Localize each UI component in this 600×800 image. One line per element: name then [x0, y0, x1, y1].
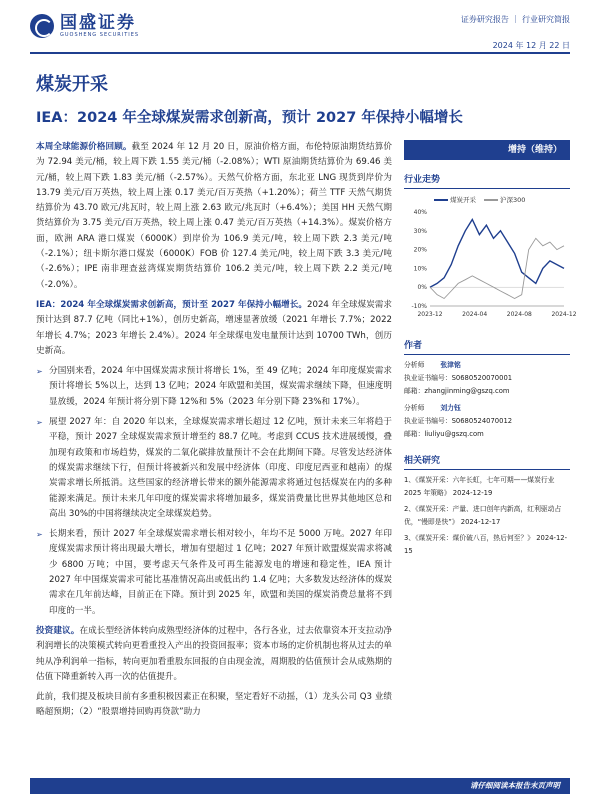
paragraph-continued: 此前，我们提及板块目前有多重积极因素正在积聚，坚定看好不动摇，（1）龙头公司 Q3 业绩略超预期；（2）“股票增持回购再贷款”助力	[36, 692, 392, 718]
bullet-list	[36, 364, 392, 619]
logo-icon	[30, 14, 54, 38]
analyst-name-row: 分析师 张津铭	[404, 361, 461, 369]
legend-item: 煤炭开采	[434, 195, 476, 204]
paragraph-investment: 投资建议。在成长型经济体转向成熟型经济体的过程中，各行各业，过去依靠资本开支拉动净利润增长的决策模式转向更看重投入产出的投资回报率；资本市场的定价机制也将从过去的单纯从净利润单一指标，转向更加看重股东回报的自由现金流，周期股的估值预计会从成熟期的估值下降重新转入再一次的估值提升。	[36, 625, 392, 682]
y-tick-label: -10%	[411, 303, 427, 310]
trend-chart	[404, 206, 577, 326]
sidebar	[404, 140, 577, 561]
y-tick-label: 10%	[413, 265, 427, 273]
related-item[interactable]: 1、《煤炭开采：六年长虹，七年可期——煤炭行业 2025 年策略》 2024-12-19	[404, 476, 555, 497]
analyst-email[interactable]: 邮箱：liuliyu@gszq.com	[404, 430, 484, 438]
section-title: 煤炭开采	[36, 74, 108, 95]
analyst-name-row: 分析师 刘力钰	[404, 404, 461, 412]
x-tick-label: 2024-04	[462, 311, 488, 318]
related-item[interactable]: 2、《煤炭开采：产量、进口创年内新高，红利驱动占优，“慢即是快”》 2024-12-17	[404, 505, 562, 526]
x-tick-label: 2024-12	[551, 311, 577, 318]
list-item: ➢ 长期来看，预计 2027 年全球煤炭需求增长相对较小，年均不足 5000 万吨。2027 年印度煤炭需求预计将出现最大增长，增加有望超过 1 亿吨；2027 年预计欧盟煤炭需求将减少 6800 万吨；中国，要考虑天气条件及可再生能源发电的增速和稳定性，IEA 预计 2027 年中国煤炭需求可能比基准情况高出或低出约 1.4 亿吨；大多数发达经济体的煤炭需求在几年前达峰，目前正在下降。预计到 2025 年，欧盟和美国的煤炭消费总量将不到印度的一半。	[36, 527, 392, 619]
brand-logo	[30, 14, 139, 38]
logo-cn: 国盛证券	[60, 13, 136, 33]
series-line-1	[430, 238, 564, 298]
y-tick-label: 20%	[413, 246, 427, 254]
legend-item: 沪深300	[484, 195, 525, 204]
paragraph-price-review: 本周全球能源价格回顾。截至 2024 年 12 月 20 日，原油价格方面，布伦特原油期货结算价为 72.94 美元/桶，较上周下跌 1.55 美元/桶（-2.08%）；WTI 原油期货结算价为 69.46 美元/桶，较上周下跌 1.83 美元/桶（-2.57%）。天然气价格方面，东北亚 LNG 现货到岸价为 13.79 美元/百万英热，较上周上涨 0.17 美元/百万英热（+1.20%）；荷兰 TTF 天然气期货结算价为 43.70 欧元/兆瓦时，较上周上涨 2.63 欧元/兆瓦时（+6.4%）；美国 HH 天然气期货结算价为 3.75 美元/百万英热，较上周上涨 0.47 美元/百万英热（+14.3%）。煤炭价格方面，欧洲 ARA 港口煤炭（6000K）到岸价为 106.9 美元/吨，较上周下跌 2.3 美元/吨（-2.1%）；纽卡斯尔港口煤炭（6000K）FOB 价 127.4 美元/吨，较上周下跌 3.3 美元/吨（-2.6%）；IPE 南非理查兹湾煤炭期货结算价 106.2 美元/吨，较上周下跌 2.2 美元/吨（-2.0%）。	[36, 142, 392, 290]
footer-disclaimer: 请仔细阅读本报告末页声明	[30, 778, 570, 794]
logo-en: GUOSHENG SECURITIES	[60, 32, 140, 38]
related-item[interactable]: 3、《煤炭开采：煤价破八百，热后何至？》 2024-12-15	[404, 534, 568, 555]
list-item: ➢ 分国别来看，2024 年中国煤炭需求预计将增长 1%，至 49 亿吨；2024 年印度煤炭需求预计将增长 5%以上，达到 13 亿吨；2024 年欧盟和美国，煤炭需求继续下降，但速度明显放缓，2024 年预计将分别下降 12%和 5%（2023 年分别下降 23%和 17%）。	[36, 364, 392, 410]
analyst-heading: 作者	[404, 338, 570, 355]
series-line-0	[430, 220, 564, 288]
related-heading: 相关研究	[404, 453, 570, 470]
trend-heading: 行业走势	[404, 172, 570, 189]
report-title: IEA：2024 年全球煤炭需求创新高，预计 2027 年保持小幅增长	[36, 110, 463, 126]
paragraph-iea: IEA：2024 年全球煤炭需求创新高，预计至 2027 年保持小幅增长。2024 年全球煤炭需求预计达到 87.7 亿吨（同比+1%），创历史新高，增速显著放缓（2021 年增长 7.7%；2022 年增长 4.7%；2023 年增长 2.4%）。2024 年全球煤电发电量预计达到 10700 TWh，创历史新高。	[36, 299, 392, 356]
chart-legend	[434, 195, 570, 204]
report-type: 证券研究报告 ｜ 行业研究简报	[460, 15, 570, 24]
y-tick-label: 40%	[413, 209, 427, 216]
analyst-block	[404, 359, 570, 441]
x-tick-label: 2024-08	[506, 311, 532, 318]
rating-badge: 增持（维持）	[404, 140, 570, 160]
y-tick-label: 30%	[413, 227, 427, 235]
y-tick-label: 0%	[417, 284, 427, 292]
page-header	[0, 0, 600, 62]
list-item: ➢ 展望 2027 年：自 2020 年以来，全球煤炭需求增长超过 12 亿吨，预计未来三年将趋于平稳，预计 2027 全球煤炭需求预计增至约 88.7 亿吨。考虑到 CCUS 技术进展缓慢，叠加现有政策和市场趋势，煤炭的二氧化碳排放量预计不会在此期间下降。尽管发达经济体的煤炭需求继续下行，但预计将被新兴和发展中经济体（印度、印度尼西亚和越南）的煤炭需求增长所抵消。这些国家的经济增长带来的额外能源需求将通过包括煤炭在内的多种能源来满足。预计未来几年印度的煤炭需求将增加最多，煤炭消费量比世界其他地区总和高出 30%的中国将继续决定全球煤炭趋势。	[36, 415, 392, 522]
related-list	[404, 474, 570, 558]
analyst-cert: 执业证书编号：S0680524070012	[404, 417, 513, 425]
x-tick-label: 2023-12	[417, 311, 443, 318]
report-date: 2024 年 12 月 22 日	[492, 41, 570, 50]
analyst-email[interactable]: 邮箱：zhangjinming@gszq.com	[404, 387, 510, 395]
analyst-cert: 执业证书编号：S0680520070001	[404, 374, 513, 382]
main-body	[36, 140, 392, 726]
header-divider	[30, 52, 570, 54]
